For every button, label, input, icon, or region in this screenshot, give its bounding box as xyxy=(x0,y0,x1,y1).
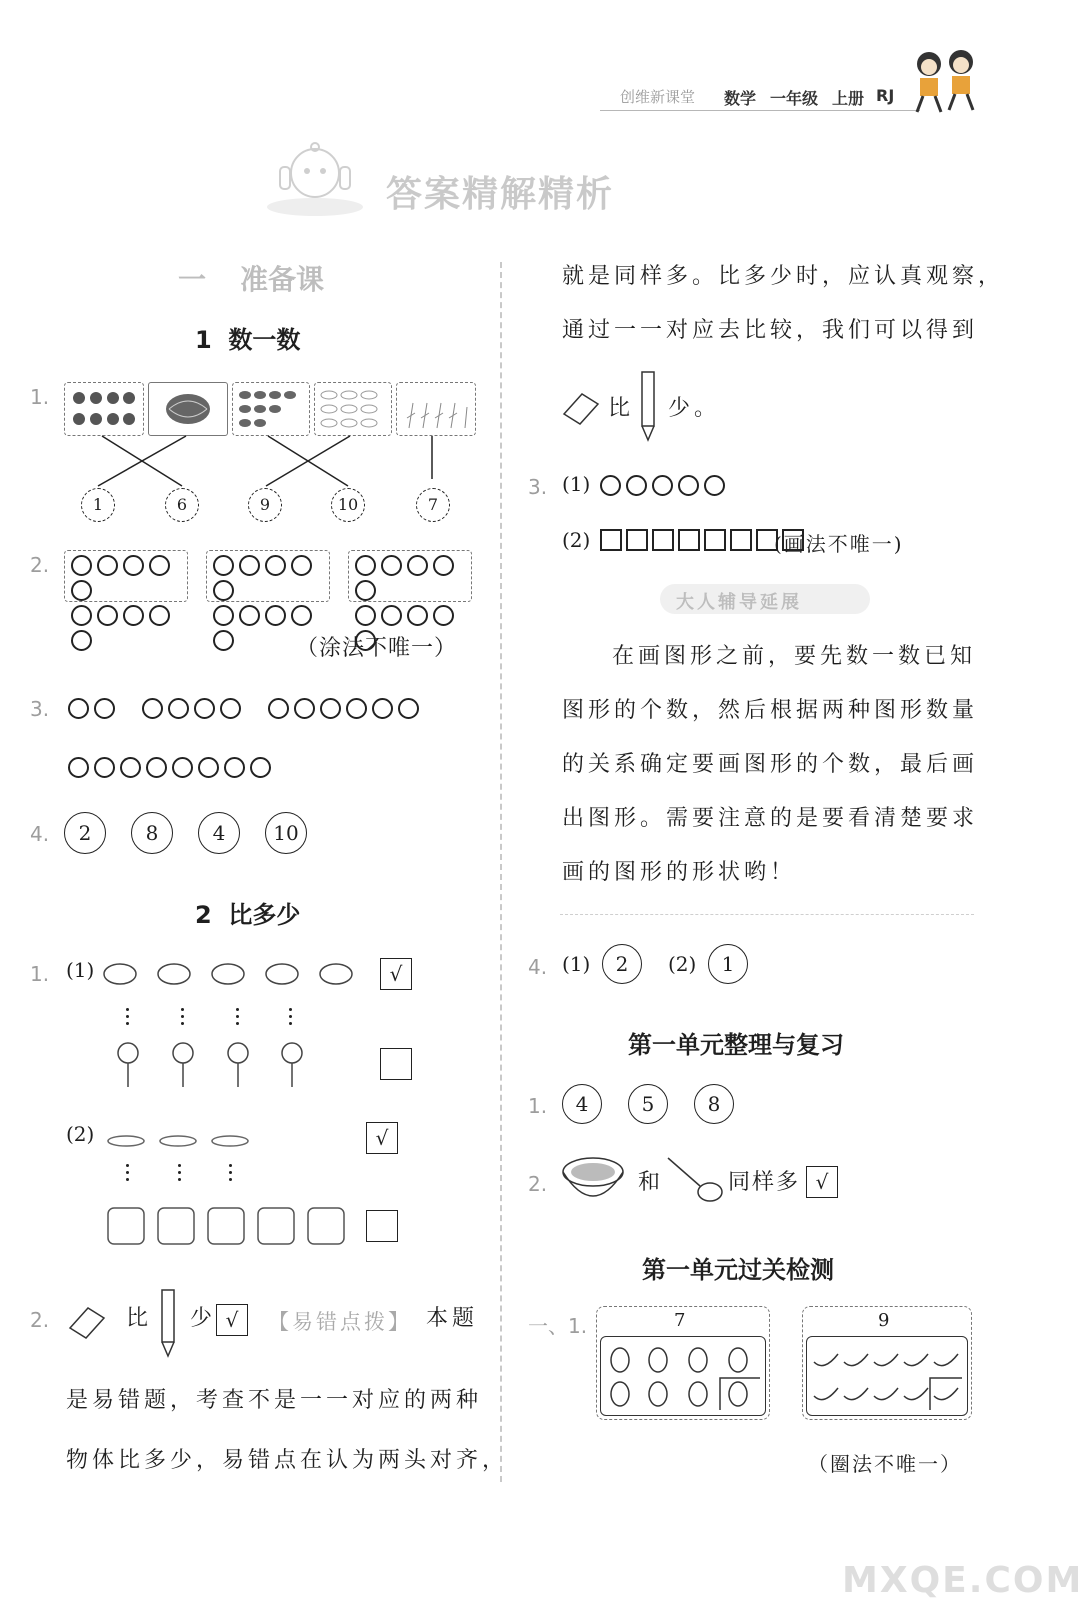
s2-q2-line2: 是易错题，考查不是一一对应的两种 xyxy=(66,1388,483,1413)
r-q3-p1: (1) xyxy=(562,472,591,496)
eraser-icon xyxy=(64,1300,110,1340)
s2-q1-check-box-2: √ xyxy=(366,1122,398,1154)
extension-divider xyxy=(560,914,974,915)
pears-grid xyxy=(602,1338,762,1412)
bananas-grid xyxy=(808,1338,964,1412)
flowers-row xyxy=(106,1035,336,1090)
dots-3 xyxy=(236,1008,240,1029)
cups-row xyxy=(100,1200,360,1250)
dots-6 xyxy=(178,1164,182,1185)
apple-label-7: 7 xyxy=(416,488,450,522)
s2-q1-part2: (2) xyxy=(66,1122,95,1146)
r-q4-p2: (2) xyxy=(668,952,697,976)
test-q1-note: （圈法不唯一） xyxy=(808,1452,962,1476)
extension-line-1: 在画图形之前，要先数一数已知 xyxy=(612,644,977,669)
volume-label: 上册 xyxy=(832,89,865,108)
s2-q2-number: 2. xyxy=(30,1308,50,1332)
extension-line-4: 出图形。需要注意的是要看清楚要求 xyxy=(562,806,979,831)
page-title: 答案精解精析 xyxy=(386,174,615,215)
s2-q2-tail: 本题 xyxy=(426,1306,479,1331)
picture-watermelon xyxy=(148,382,228,436)
picture-carrots xyxy=(396,382,476,436)
lids-row xyxy=(106,1125,266,1150)
dots-2 xyxy=(181,1008,185,1029)
dots-1 xyxy=(126,1008,130,1029)
apple-label-6: 6 xyxy=(165,488,199,522)
s2-q2-check-box: √ xyxy=(216,1304,248,1336)
header-rule xyxy=(600,110,920,111)
column-divider xyxy=(500,262,502,1482)
kids-illustration xyxy=(905,44,985,116)
cont-line-1: 就是同样多。比多少时，应认真观察， xyxy=(562,264,1005,289)
r-q3-number: 3. xyxy=(528,475,548,499)
circle-group-b xyxy=(206,550,330,602)
picture-leaves xyxy=(232,382,310,436)
review-title: 第一单元整理与复习 xyxy=(628,1031,844,1059)
cont-line-2: 通过一一对应去比较，我们可以得到 xyxy=(562,318,979,343)
test-title: 第一单元过关检测 xyxy=(642,1256,834,1284)
review-answer-4: 4 xyxy=(562,1084,602,1124)
apple-label-10: 10 xyxy=(331,488,365,522)
cont-shao: 少。 xyxy=(668,396,721,421)
pear-count: 7 xyxy=(674,1310,686,1331)
extension-line-3: 的关系确定要画图形的个数，最后画 xyxy=(562,752,979,777)
r-q4-number: 4. xyxy=(528,955,548,979)
s2-q1-check-box-1: √ xyxy=(380,958,412,990)
r-q3-circles xyxy=(600,475,730,500)
chapter-index: 一 xyxy=(178,263,207,296)
s2-q2-line3: 物体比多少，易错点在认为两头对齐， xyxy=(66,1448,509,1473)
q3-circles-group-8 xyxy=(68,757,276,782)
q2-number: 2. xyxy=(30,553,50,577)
chapter-name: 准备课 xyxy=(240,263,325,296)
picture-strawberries xyxy=(64,382,144,436)
pencil-icon xyxy=(158,1288,178,1358)
q3-circles-group-2 xyxy=(68,698,120,723)
q3-number: 3. xyxy=(30,697,50,721)
q4-answer-2: 2 xyxy=(64,812,106,854)
review-answer-8: 8 xyxy=(694,1084,734,1124)
q4-answer-10: 10 xyxy=(265,812,307,854)
circle-group-c xyxy=(348,550,472,602)
section-title-count: 1 数一数 xyxy=(195,326,301,354)
s2-q1-number: 1. xyxy=(30,962,50,986)
r-q3-note: (画法不唯一) xyxy=(774,532,904,556)
q3-circles-group-4 xyxy=(142,698,246,723)
butterflies-row xyxy=(100,956,370,996)
test-q1-number: 一、1. xyxy=(528,1314,588,1338)
r-q4-p1: (1) xyxy=(562,952,591,976)
robot-mascot-icon xyxy=(255,135,365,220)
s2-q1-empty-box-1 xyxy=(380,1048,412,1080)
r-q4-answer-1: 2 xyxy=(602,944,642,984)
review-q1-number: 1. xyxy=(528,1094,548,1118)
spoon-icon xyxy=(664,1152,728,1206)
extension-line-2: 图形的个数，然后根据两种图形数量 xyxy=(562,698,979,723)
dots-5 xyxy=(126,1164,130,1185)
q4-number: 4. xyxy=(30,822,50,846)
q1-number: 1. xyxy=(30,385,50,409)
review-answer-5: 5 xyxy=(628,1084,668,1124)
dots-7 xyxy=(229,1164,233,1185)
review-check-box: √ xyxy=(806,1166,838,1198)
site-watermark: MXQE.COM xyxy=(842,1560,1083,1601)
dots-4 xyxy=(289,1008,293,1029)
eraser-icon-2 xyxy=(558,386,604,426)
cont-bi: 比 xyxy=(608,396,635,421)
bowl-icon xyxy=(560,1150,626,1210)
r-q3-p2: (2) xyxy=(562,528,591,552)
pencil-icon-2 xyxy=(638,370,658,444)
banana-count: 9 xyxy=(878,1310,890,1331)
edition-label: RJ xyxy=(876,86,895,105)
q2-note: （涂法不唯一） xyxy=(296,636,458,661)
error-tip-tag: 【易错点拨】 xyxy=(268,1310,412,1334)
q4-answer-8: 8 xyxy=(131,812,173,854)
extension-badge: 大人辅导延展 xyxy=(676,592,802,613)
review-he: 和 xyxy=(638,1170,665,1195)
s2-q1-part1: (1) xyxy=(66,958,95,982)
apple-label-9: 9 xyxy=(248,488,282,522)
subject-label: 数学 xyxy=(724,89,757,108)
r-q4-answer-2: 1 xyxy=(708,944,748,984)
q4-answer-4: 4 xyxy=(198,812,240,854)
s2-q2-bi: 比 xyxy=(126,1306,153,1331)
extension-line-5: 画的图形的形状哟！ xyxy=(562,860,797,885)
grade-label: 一年级 xyxy=(770,89,819,108)
s2-q2-shao: 少 xyxy=(190,1306,217,1331)
s2-q1-empty-box-2 xyxy=(366,1210,398,1242)
review-same: 同样多 xyxy=(728,1170,801,1195)
q3-circles-group-6 xyxy=(268,698,424,723)
section-title-compare: 2 比多少 xyxy=(195,901,301,929)
picture-beans xyxy=(314,382,392,436)
circle-group-a xyxy=(64,550,188,602)
apple-label-1: 1 xyxy=(81,488,115,522)
review-q2-number: 2. xyxy=(528,1172,548,1196)
brand-name: 创维新课堂 xyxy=(620,88,696,106)
